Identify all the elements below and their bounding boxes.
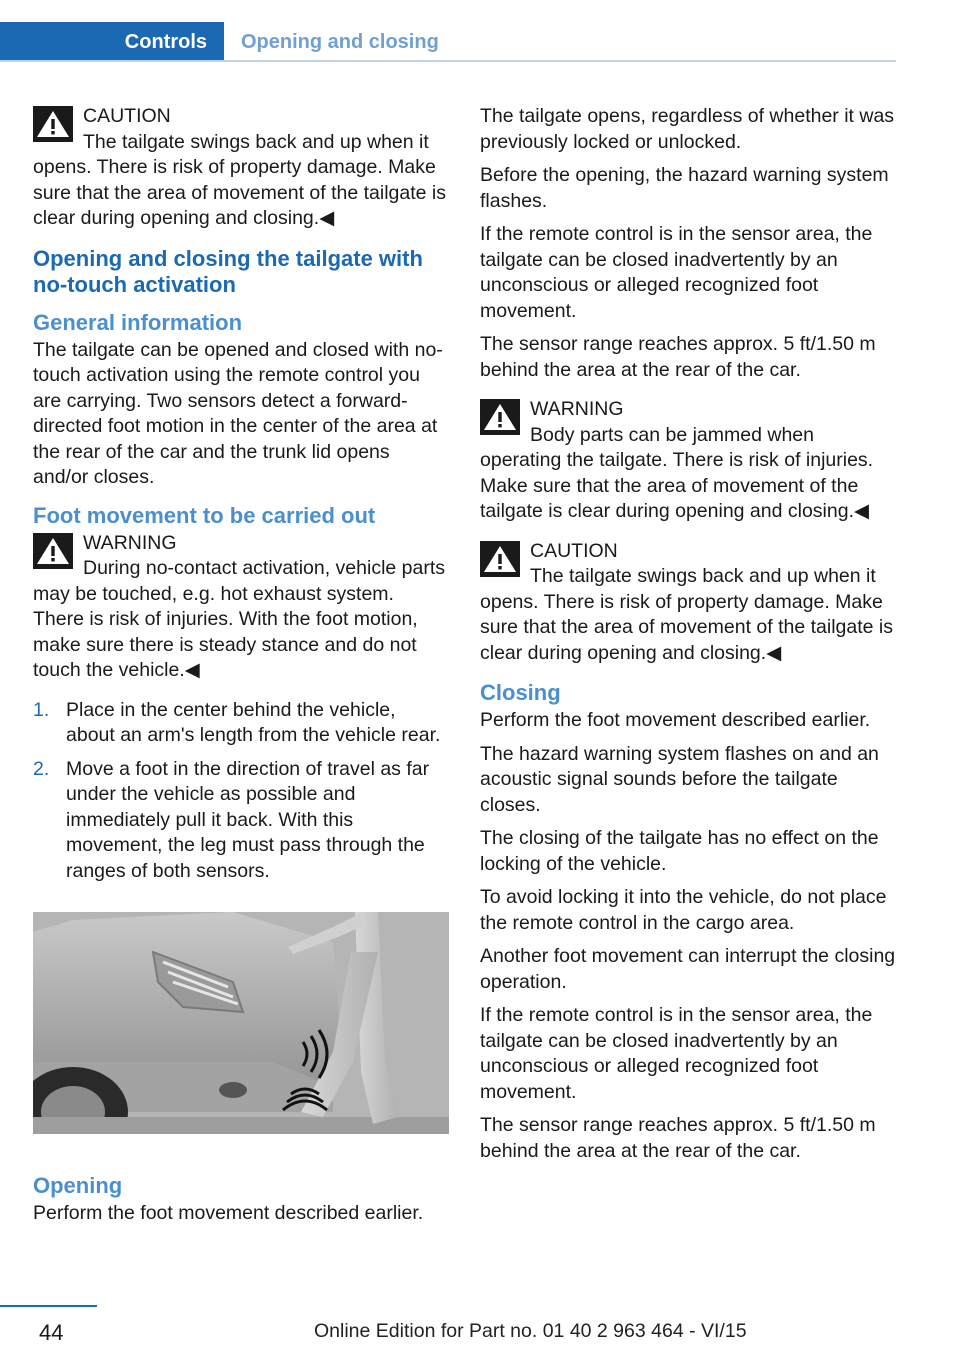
closing-paragraph: Another foot movement can interrupt the closing operation. (480, 945, 896, 993)
step-number: 1. (33, 698, 50, 721)
heading-closing: Closing (480, 680, 561, 705)
warning-notice (480, 397, 896, 525)
step-item (33, 757, 449, 885)
section-tab[interactable]: Controls (0, 22, 224, 62)
warning-body: During no-contact activation, vehicle parts may be touched, e.g. hot exhaust system. There is risk of injuries. With the foot motion, make sure there is steady stance and do not touch the vehicle.◀ (33, 557, 446, 681)
opening-paragraph: The tailgate opens, regardless of whether it was previously locked or unlocked. (480, 105, 895, 153)
step-item (33, 698, 449, 749)
opening-paragraph: The sensor range reaches approx. 5 ft/1.50 m behind the area at the rear of the car. (480, 333, 876, 381)
opening-paragraph: If the remote control is in the sensor area, the tailgate can be closed inadvertently by an unconscious or alleged recognized foot movement. (480, 223, 873, 322)
caution-title: CAUTION (83, 105, 171, 127)
caution-notice (33, 104, 449, 232)
warning-notice (33, 531, 449, 684)
left-column (33, 104, 449, 1235)
page-header (0, 0, 896, 64)
heading-foot-movement: Foot movement to be carried out (33, 502, 376, 528)
closing-paragraph: If the remote control is in the sensor area, the tailgate can be closed inadvertently by an unconscious or alleged recognized foot movement. (480, 1004, 873, 1103)
warning-triangle-icon (480, 399, 520, 435)
closing-paragraph: To avoid locking it into the vehicle, do not place the remote control in the cargo area. (480, 886, 887, 934)
warning-title: WARNING (83, 531, 177, 554)
heading-no-touch: Opening and closing the tailgate with no-touch activation (33, 245, 423, 297)
page-number: 44 (39, 1320, 64, 1345)
edition-note: Online Edition for Part no. 01 40 2 963 464 - VI/15 (314, 1320, 747, 1342)
heading-opening: Opening (33, 1173, 123, 1198)
closing-paragraph: Perform the foot movement described earlier. (480, 709, 871, 731)
closing-paragraph: The closing of the tailgate has no effect on the locking of the vehicle. (480, 827, 879, 875)
steps-list (33, 698, 449, 885)
closing-paragraph: The hazard warning system flashes on and an acoustic signal sounds before the tailgate closes. (480, 742, 879, 816)
step-number: 2. (33, 757, 50, 780)
warning-triangle-icon (33, 533, 73, 569)
caution-notice (480, 539, 896, 667)
foot-movement-illustration (33, 912, 449, 1134)
subsection-tab[interactable]: Opening and closing (241, 30, 439, 53)
warning-triangle-icon (480, 541, 520, 577)
caution-title: CAUTION (530, 539, 618, 562)
warning-triangle-icon (33, 106, 73, 142)
header-rule (0, 60, 896, 62)
warning-title: WARNING (530, 398, 624, 420)
closing-paragraph: The sensor range reaches approx. 5 ft/1.50 m behind the area at the rear of the car. (480, 1114, 876, 1162)
caution-body: The tailgate swings back and up when it opens. There is risk of property damage. Make sure that the area of movement of the tailgate is clear during opening and closing.◀ (33, 130, 446, 229)
opening-text: Perform the foot movement described earlier. (33, 1202, 424, 1224)
step-text: Move a foot in the direction of travel as far under the vehicle as possible and immediately pull it back. With this movement, the leg must pass through the ranges of both sensors. (66, 757, 430, 882)
general-information-text: The tailgate can be opened and closed with no-touch activation using the remote control you are carrying. Two sensors detect a forward-directed foot motion in the center of the area at the rear of the car and the trunk lid opens and/or closes. (33, 338, 443, 488)
warning-body: Body parts can be jammed when operating the tailgate. There is risk of injuries. Make sure that the area of movement of the tailgate is clear during opening and closing.◀ (480, 423, 874, 522)
right-column (480, 104, 896, 1172)
step-text: Place in the center behind the vehicle, about an arm's length from the vehicle rear. (66, 698, 441, 746)
opening-paragraph: Before the opening, the hazard warning system flashes. (480, 164, 889, 212)
footer-rule (0, 1305, 97, 1307)
heading-general-information: General information (33, 309, 243, 335)
caution-body: The tailgate swings back and up when it opens. There is risk of property damage. Make sure that the area of movement of the tailgate is clear during opening and closing.◀ (480, 565, 893, 664)
